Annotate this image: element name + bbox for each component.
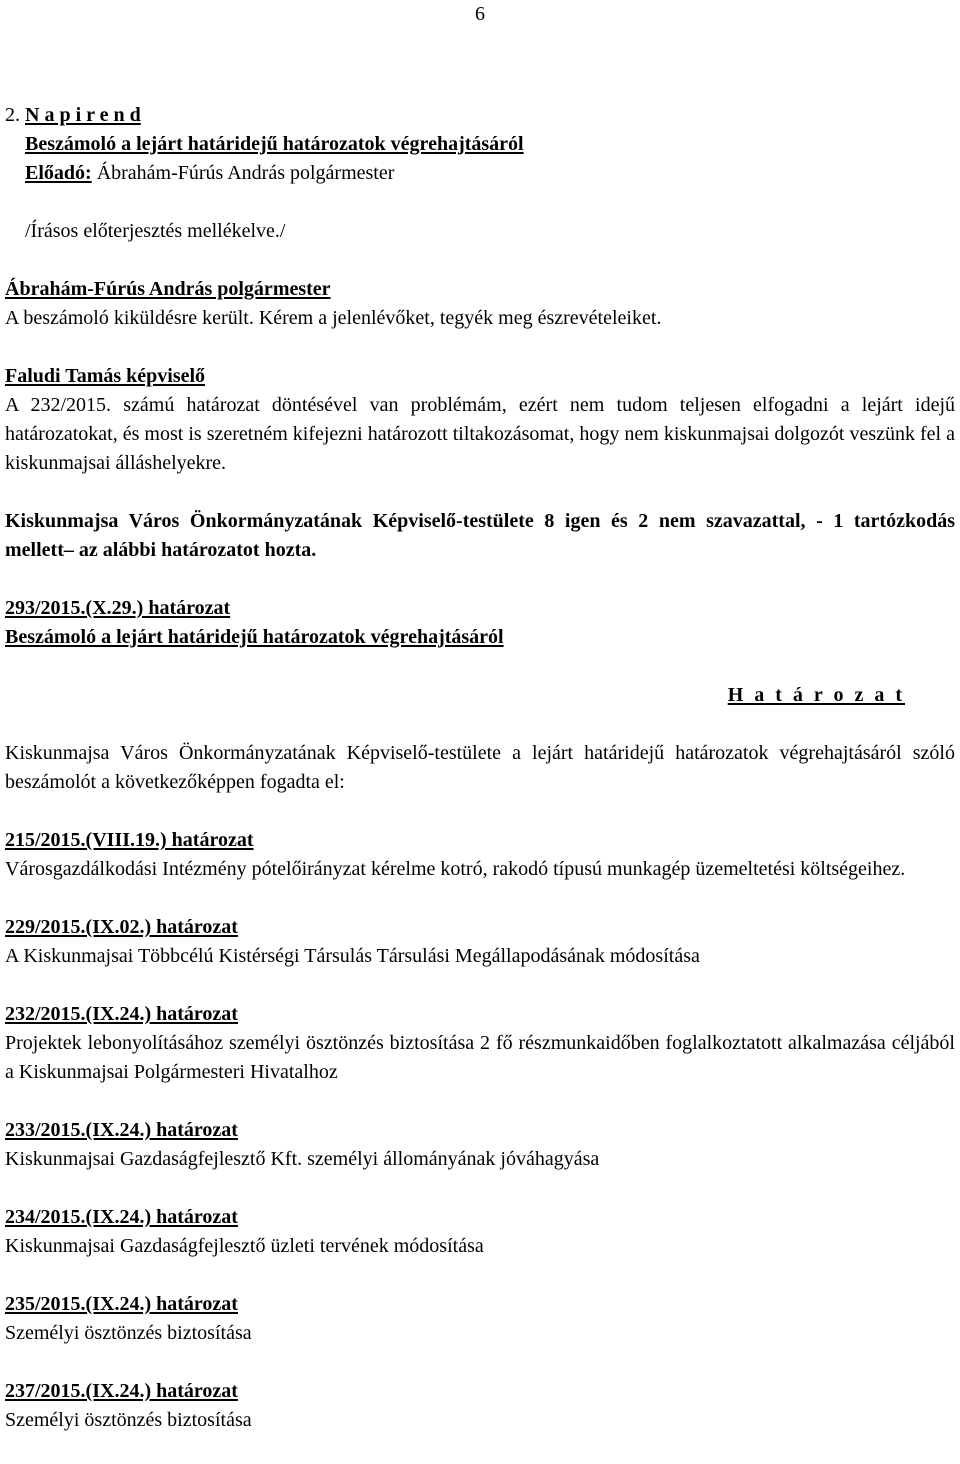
document-body xyxy=(5,101,955,1435)
speech-mayor: A beszámoló kiküldésre került. Kérem a jelenlévőket, tegyék meg észrevételeiket. xyxy=(5,307,662,329)
agenda-title: Beszámoló a lejárt határidejű határozatok végrehajtásáról xyxy=(25,133,524,155)
item-text: A Kiskunmajsai Többcélú Kistérségi Társulás Társulási Megállapodásának módosítása xyxy=(5,945,700,967)
item-number: 235/2015.(IX.24.) határozat xyxy=(5,1293,238,1315)
item-text: Személyi ösztönzés biztosítása xyxy=(5,1322,252,1344)
speaker-representative: Faludi Tamás képviselő xyxy=(5,365,206,387)
speech-representative: A 232/2015. számú határozat döntésével van problémám, ezért nem tudom teljesen elfogadni a lejárt idejű határozatokat, és most is szeretném kifejezni határozott tiltakozásomat, hogy nem kiskunmajsai dolgozót veszünk fel a kiskunmajsai álláshelyekre. xyxy=(5,394,955,474)
agenda-word: N a p i r e n d xyxy=(25,104,141,126)
item-text: Városgazdálkodási Intézmény pótelőirányzat kérelme kotró, rakodó típusú munkagép üzemeltetési költségeihez. xyxy=(5,858,906,880)
presenter-label: Előadó: xyxy=(25,162,92,184)
presenter-line xyxy=(5,159,955,188)
resolution-title: Beszámoló a lejárt határidejű határozatok végrehajtásáról xyxy=(5,626,504,648)
resolution-number: 293/2015.(X.29.) határozat xyxy=(5,597,231,619)
presenter-name: Ábrahám-Fúrús András polgármester xyxy=(91,162,395,184)
item-number: 234/2015.(IX.24.) határozat xyxy=(5,1206,238,1228)
item-number: 232/2015.(IX.24.) határozat xyxy=(5,1003,238,1025)
agenda-heading xyxy=(5,101,955,130)
agenda-number: 2. xyxy=(5,104,20,126)
item-text: Kiskunmajsai Gazdaságfejlesztő üzleti tervének módosítása xyxy=(5,1235,484,1257)
item-text: Kiskunmajsai Gazdaságfejlesztő Kft. személyi állományának jóváhagyása xyxy=(5,1148,600,1170)
attachment-note: /Írásos előterjesztés mellékelve./ xyxy=(25,220,286,242)
item-number: 233/2015.(IX.24.) határozat xyxy=(5,1119,238,1141)
resolution-heading: H a t á r o z a t xyxy=(727,684,905,706)
item-number: 229/2015.(IX.02.) határozat xyxy=(5,916,238,938)
item-number: 215/2015.(VIII.19.) határozat xyxy=(5,829,254,851)
item-number: 237/2015.(IX.24.) határozat xyxy=(5,1380,238,1402)
resolution-heading-row xyxy=(5,681,955,710)
vote-statement: Kiskunmajsa Város Önkormányzatának Képviselő-testülete 8 igen és 2 nem szavazattal, - 1 tartózkodás mellett– az alábbi határozatot hozta. xyxy=(5,510,955,561)
page-number: 6 xyxy=(475,3,485,25)
speaker-mayor: Ábrahám-Fúrús András polgármester xyxy=(5,278,331,300)
resolution-body: Kiskunmajsa Város Önkormányzatának Képviselő-testülete a lejárt határidejű határozatok végrehajtásáról szóló beszámolót a következőképpen fogadta el: xyxy=(5,742,955,793)
item-text: Projektek lebonyolításához személyi ösztönzés biztosítása 2 fő részmunkaidőben foglalkoztatott alkalmazása céljából a Kiskunmajsai Polgármesteri Hivatalhoz xyxy=(5,1032,955,1083)
item-text: Személyi ösztönzés biztosítása xyxy=(5,1409,252,1431)
